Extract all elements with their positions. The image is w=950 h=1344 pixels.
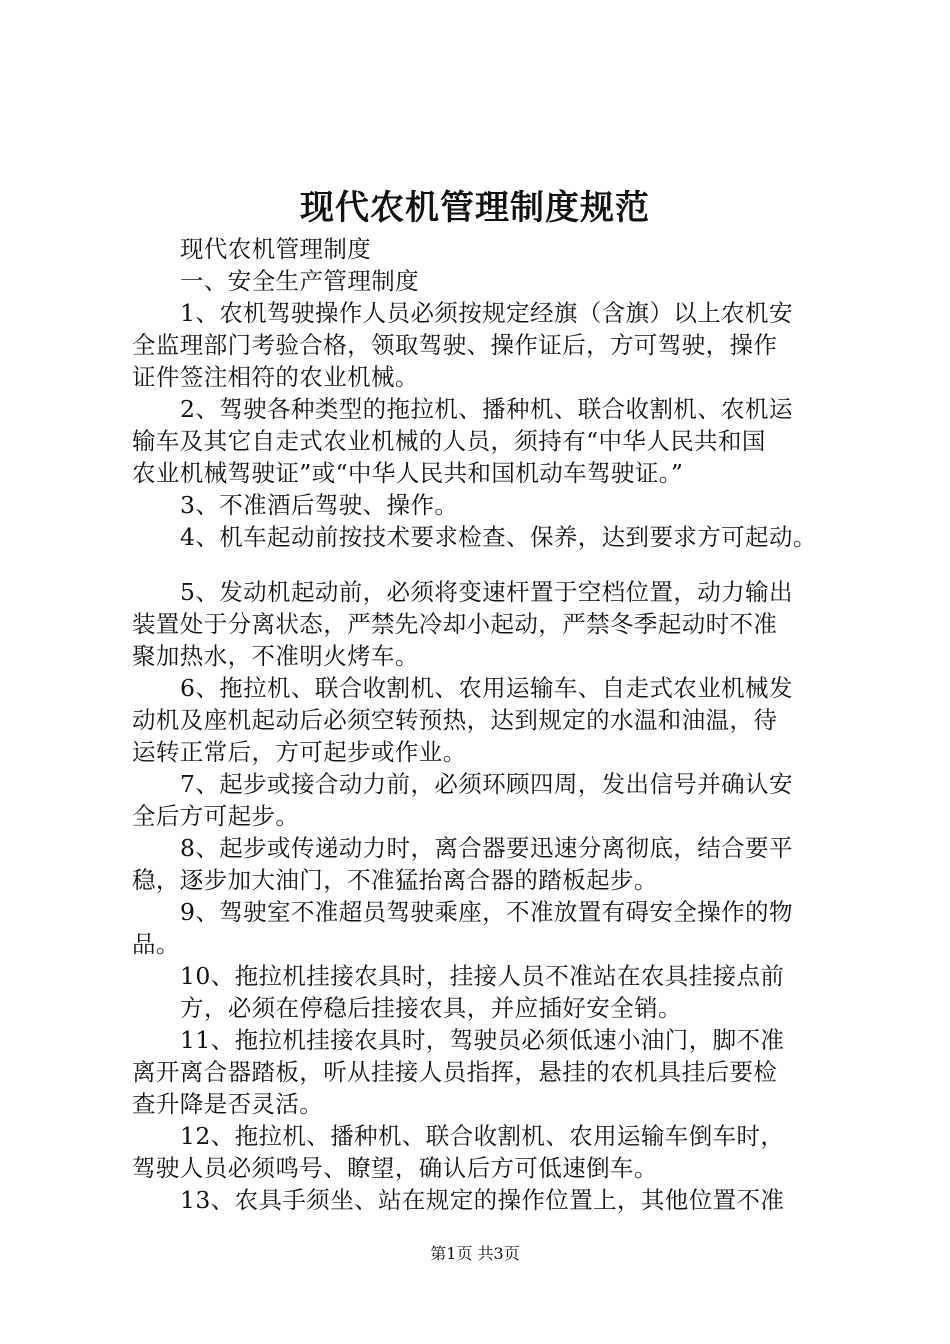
text-line: 5、发动机起动前，必须将变速杆置于空档位置，动力输出 (180, 578, 793, 606)
text-line: 装置处于分离状态，严禁先冷却小起动，严禁冬季起动时不准 (132, 610, 778, 638)
page-footer: 第1页 共3页 (430, 1244, 520, 1263)
text-line: 全监理部门考验合格，领取驾驶、操作证后，方可驾驶，操作 (132, 331, 778, 359)
text-line: 输车及其它自走式农业机械的人员，须持有“中华人民共和国 (132, 427, 766, 455)
text-line: 1、农机驾驶操作人员必须按规定经旗（含旗）以上农机安 (180, 299, 793, 327)
text-line: 7、起步或接合动力前，必须环顾四周，发出信号并确认安 (180, 770, 793, 798)
document-title: 现代农机管理制度规范 (300, 188, 650, 228)
text-line: 13、农具手须坐、站在规定的操作位置上，其他位置不准 (180, 1186, 785, 1214)
text-line: 6、拖拉机、联合收割机、农用运输车、自走式农业机械发 (180, 674, 793, 702)
text-line: 11、拖拉机挂接农具时，驾驶员必须低速小油门，脚不准 (180, 1026, 785, 1054)
text-line: 3、不准酒后驾驶、操作。 (180, 491, 459, 519)
text-line: 查升降是否灵活。 (132, 1090, 324, 1118)
text-line: 10、拖拉机挂接农具时，挂接人员不准站在农具挂接点前 (180, 962, 785, 990)
text-line: 12、拖拉机、播种机、联合收割机、农用运输车倒车时， (180, 1122, 785, 1150)
text-line: 现代农机管理制度 (180, 235, 372, 263)
text-line: 农业机械驾驶证”或“中华人民共和国机动车驾驶证。” (132, 459, 684, 487)
text-line: 运转正常后，方可起步或作业。 (132, 738, 467, 766)
text-line: 4、机车起动前按技术要求检查、保养，达到要求方可起动。 (180, 523, 817, 551)
text-line: 一、安全生产管理制度 (180, 267, 419, 295)
text-line: 方，必须在停稳后挂接农具，并应插好安全销。 (180, 994, 682, 1022)
text-line: 2、驾驶各种类型的拖拉机、播种机、联合收割机、农机运 (180, 395, 793, 423)
text-line: 动机及座机起动后必须空转预热，达到规定的水温和油温，待 (132, 706, 778, 734)
text-line: 驾驶人员必须鸣号、瞭望，确认后方可低速倒车。 (132, 1154, 658, 1182)
text-line: 稳，逐步加大油门，不准猛抬离合器的踏板起步。 (132, 866, 658, 894)
text-line: 离开离合器踏板，听从挂接人员指挥，悬挂的农机具挂后要检 (132, 1058, 778, 1086)
text-line: 8、起步或传递动力时，离合器要迅速分离彻底，结合要平 (180, 834, 793, 862)
text-line: 全后方可起步。 (132, 802, 300, 830)
text-line: 9、驾驶室不准超员驾驶乘座，不准放置有碍安全操作的物 (180, 898, 793, 926)
text-line: 品。 (132, 930, 180, 958)
text-line: 聚加热水，不准明火烤车。 (132, 642, 419, 670)
text-line: 证件签注相符的农业机械。 (132, 363, 419, 391)
